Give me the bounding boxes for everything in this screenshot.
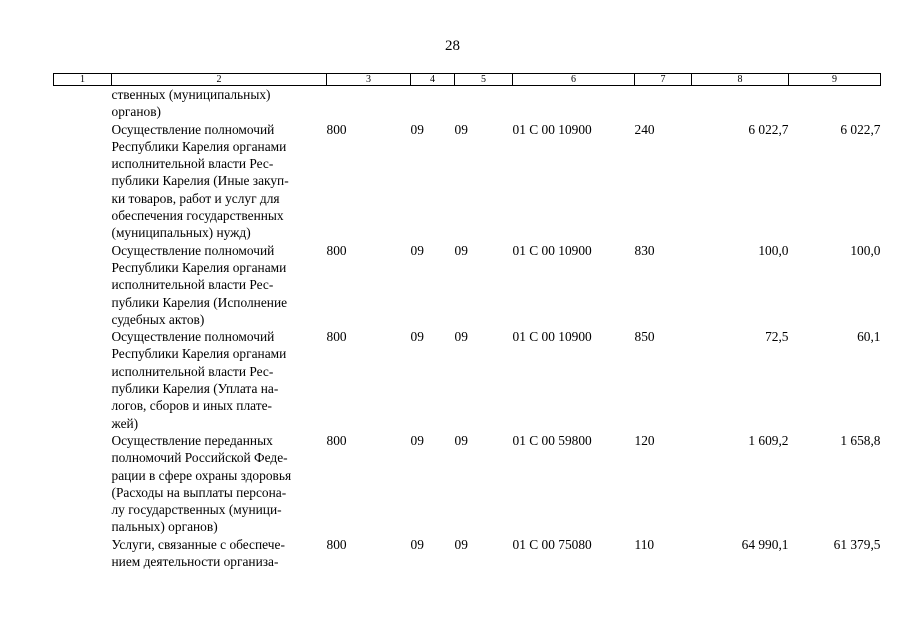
page-number: 28 — [445, 38, 460, 54]
item-name-line: Осуществление полномочий — [111, 242, 275, 258]
cell-amount-year2: 6 022,7 — [840, 121, 881, 137]
cell-amount-year1 — [692, 86, 789, 121]
cell-index — [54, 432, 112, 536]
item-name-line: ственных (муниципальных) — [111, 87, 271, 102]
cell-target-article: 01 С 00 10900 — [512, 121, 592, 137]
item-name-line: исполнительной власти Рес- — [111, 277, 274, 293]
cell-amount-year2 — [789, 86, 881, 121]
column-header: 9 — [789, 74, 881, 86]
cell-amount-year1: 6 022,7 — [748, 121, 789, 137]
table-row — [54, 432, 881, 536]
cell-subsection: 09 — [454, 432, 468, 448]
table-row — [54, 328, 881, 432]
cell-item-name — [112, 536, 327, 571]
item-name-line: органов) — [111, 104, 161, 120]
cell-subsection: 09 — [454, 242, 468, 258]
column-header: 5 — [455, 74, 513, 86]
item-name-line: нием деятельности организа- — [111, 554, 279, 570]
item-name-line: (муниципальных) нужд) — [111, 225, 251, 241]
item-name-line: Осуществление полномочий — [111, 329, 275, 345]
item-name-line: пальных) органов) — [111, 519, 218, 535]
column-header: 8 — [692, 74, 789, 86]
cell-amount-year1: 1 609,2 — [748, 432, 789, 448]
cell-section: 09 — [410, 536, 424, 552]
cell-section: 09 — [410, 329, 424, 345]
cell-item-name — [112, 121, 327, 242]
item-name-line: Осуществление переданных — [111, 432, 273, 448]
cell-amount-year1: 100,0 — [758, 242, 789, 258]
column-header: 2 — [112, 74, 327, 86]
cell-admin-code: 800 — [326, 536, 347, 552]
item-name-line: исполнительной власти Рес- — [111, 156, 274, 172]
cell-index — [54, 86, 112, 121]
cell-section: 09 — [410, 432, 424, 448]
cell-item-name — [112, 328, 327, 432]
table-row — [54, 242, 881, 328]
item-name-line: публики Карелия (Уплата на- — [111, 381, 279, 397]
item-name-line: публики Карелия (Иные закуп- — [111, 173, 289, 189]
cell-section: 09 — [410, 121, 424, 137]
cell-section — [411, 86, 455, 121]
cell-admin-code: 800 — [326, 329, 347, 345]
cell-admin-code: 800 — [326, 242, 347, 258]
item-name-line: Республики Карелия органами — [111, 138, 287, 154]
cell-expense-type: 240 — [634, 121, 655, 137]
item-name-line: ки товаров, работ и услуг для — [111, 190, 280, 206]
item-name-line: жей) — [111, 415, 139, 431]
cell-admin-code: 800 — [326, 432, 347, 448]
item-name-line: рации в сфере охраны здоровья — [111, 467, 292, 483]
table-row — [54, 121, 881, 242]
cell-amount-year2: 1 658,8 — [840, 432, 881, 448]
cell-target-article — [513, 86, 635, 121]
item-name-line: публики Карелия (Исполнение — [111, 294, 288, 310]
cell-section: 09 — [410, 242, 424, 258]
cell-item-name — [112, 432, 327, 536]
cell-admin-code — [327, 86, 411, 121]
column-header: 3 — [327, 74, 411, 86]
cell-amount-year1: 72,5 — [765, 329, 789, 345]
cell-index — [54, 242, 112, 328]
cell-target-article: 01 С 00 75080 — [512, 536, 592, 552]
item-name-line: Услуги, связанные с обеспече- — [111, 536, 285, 552]
cell-expense-type: 120 — [634, 432, 655, 448]
cell-admin-code: 800 — [326, 121, 347, 137]
column-header: 1 — [54, 74, 112, 86]
table-row — [54, 86, 881, 121]
item-name-line: Республики Карелия органами — [111, 259, 287, 275]
budget-table — [53, 73, 881, 570]
table-body — [54, 86, 881, 571]
item-name-line: судебных актов) — [111, 311, 205, 327]
item-name-line: Осуществление полномочий — [111, 121, 275, 137]
item-name-line: логов, сборов и иных плате- — [111, 398, 273, 414]
cell-expense-type — [635, 86, 692, 121]
cell-amount-year1: 64 990,1 — [741, 536, 789, 552]
item-name-line: исполнительной власти Рес- — [111, 363, 274, 379]
cell-subsection: 09 — [454, 329, 468, 345]
item-name-line: (Расходы на выплаты персона- — [111, 484, 287, 500]
column-number-row — [54, 74, 881, 86]
item-name-line: лу государственных (муници- — [111, 502, 282, 518]
item-name-line: полномочий Российской Феде- — [111, 450, 288, 466]
cell-target-article: 01 С 00 10900 — [512, 329, 592, 345]
column-header: 4 — [411, 74, 455, 86]
cell-subsection — [455, 86, 513, 121]
cell-index — [54, 328, 112, 432]
cell-expense-type: 110 — [634, 536, 655, 552]
cell-index — [54, 121, 112, 242]
column-header: 6 — [513, 74, 635, 86]
cell-index — [54, 536, 112, 571]
cell-item-name — [112, 86, 327, 121]
table-row — [54, 536, 881, 571]
cell-item-name — [112, 242, 327, 328]
column-header: 7 — [635, 74, 692, 86]
cell-subsection: 09 — [454, 536, 468, 552]
cell-amount-year2: 61 379,5 — [833, 536, 881, 552]
cell-target-article: 01 С 00 10900 — [512, 242, 592, 258]
cell-expense-type: 850 — [634, 329, 655, 345]
cell-amount-year2: 100,0 — [850, 242, 881, 258]
cell-target-article: 01 С 00 59800 — [512, 432, 592, 448]
item-name-line: обеспечения государственных — [111, 208, 284, 224]
item-name-line: Республики Карелия органами — [111, 346, 287, 362]
cell-amount-year2: 60,1 — [857, 329, 881, 345]
cell-subsection: 09 — [454, 121, 468, 137]
cell-expense-type: 830 — [634, 242, 655, 258]
